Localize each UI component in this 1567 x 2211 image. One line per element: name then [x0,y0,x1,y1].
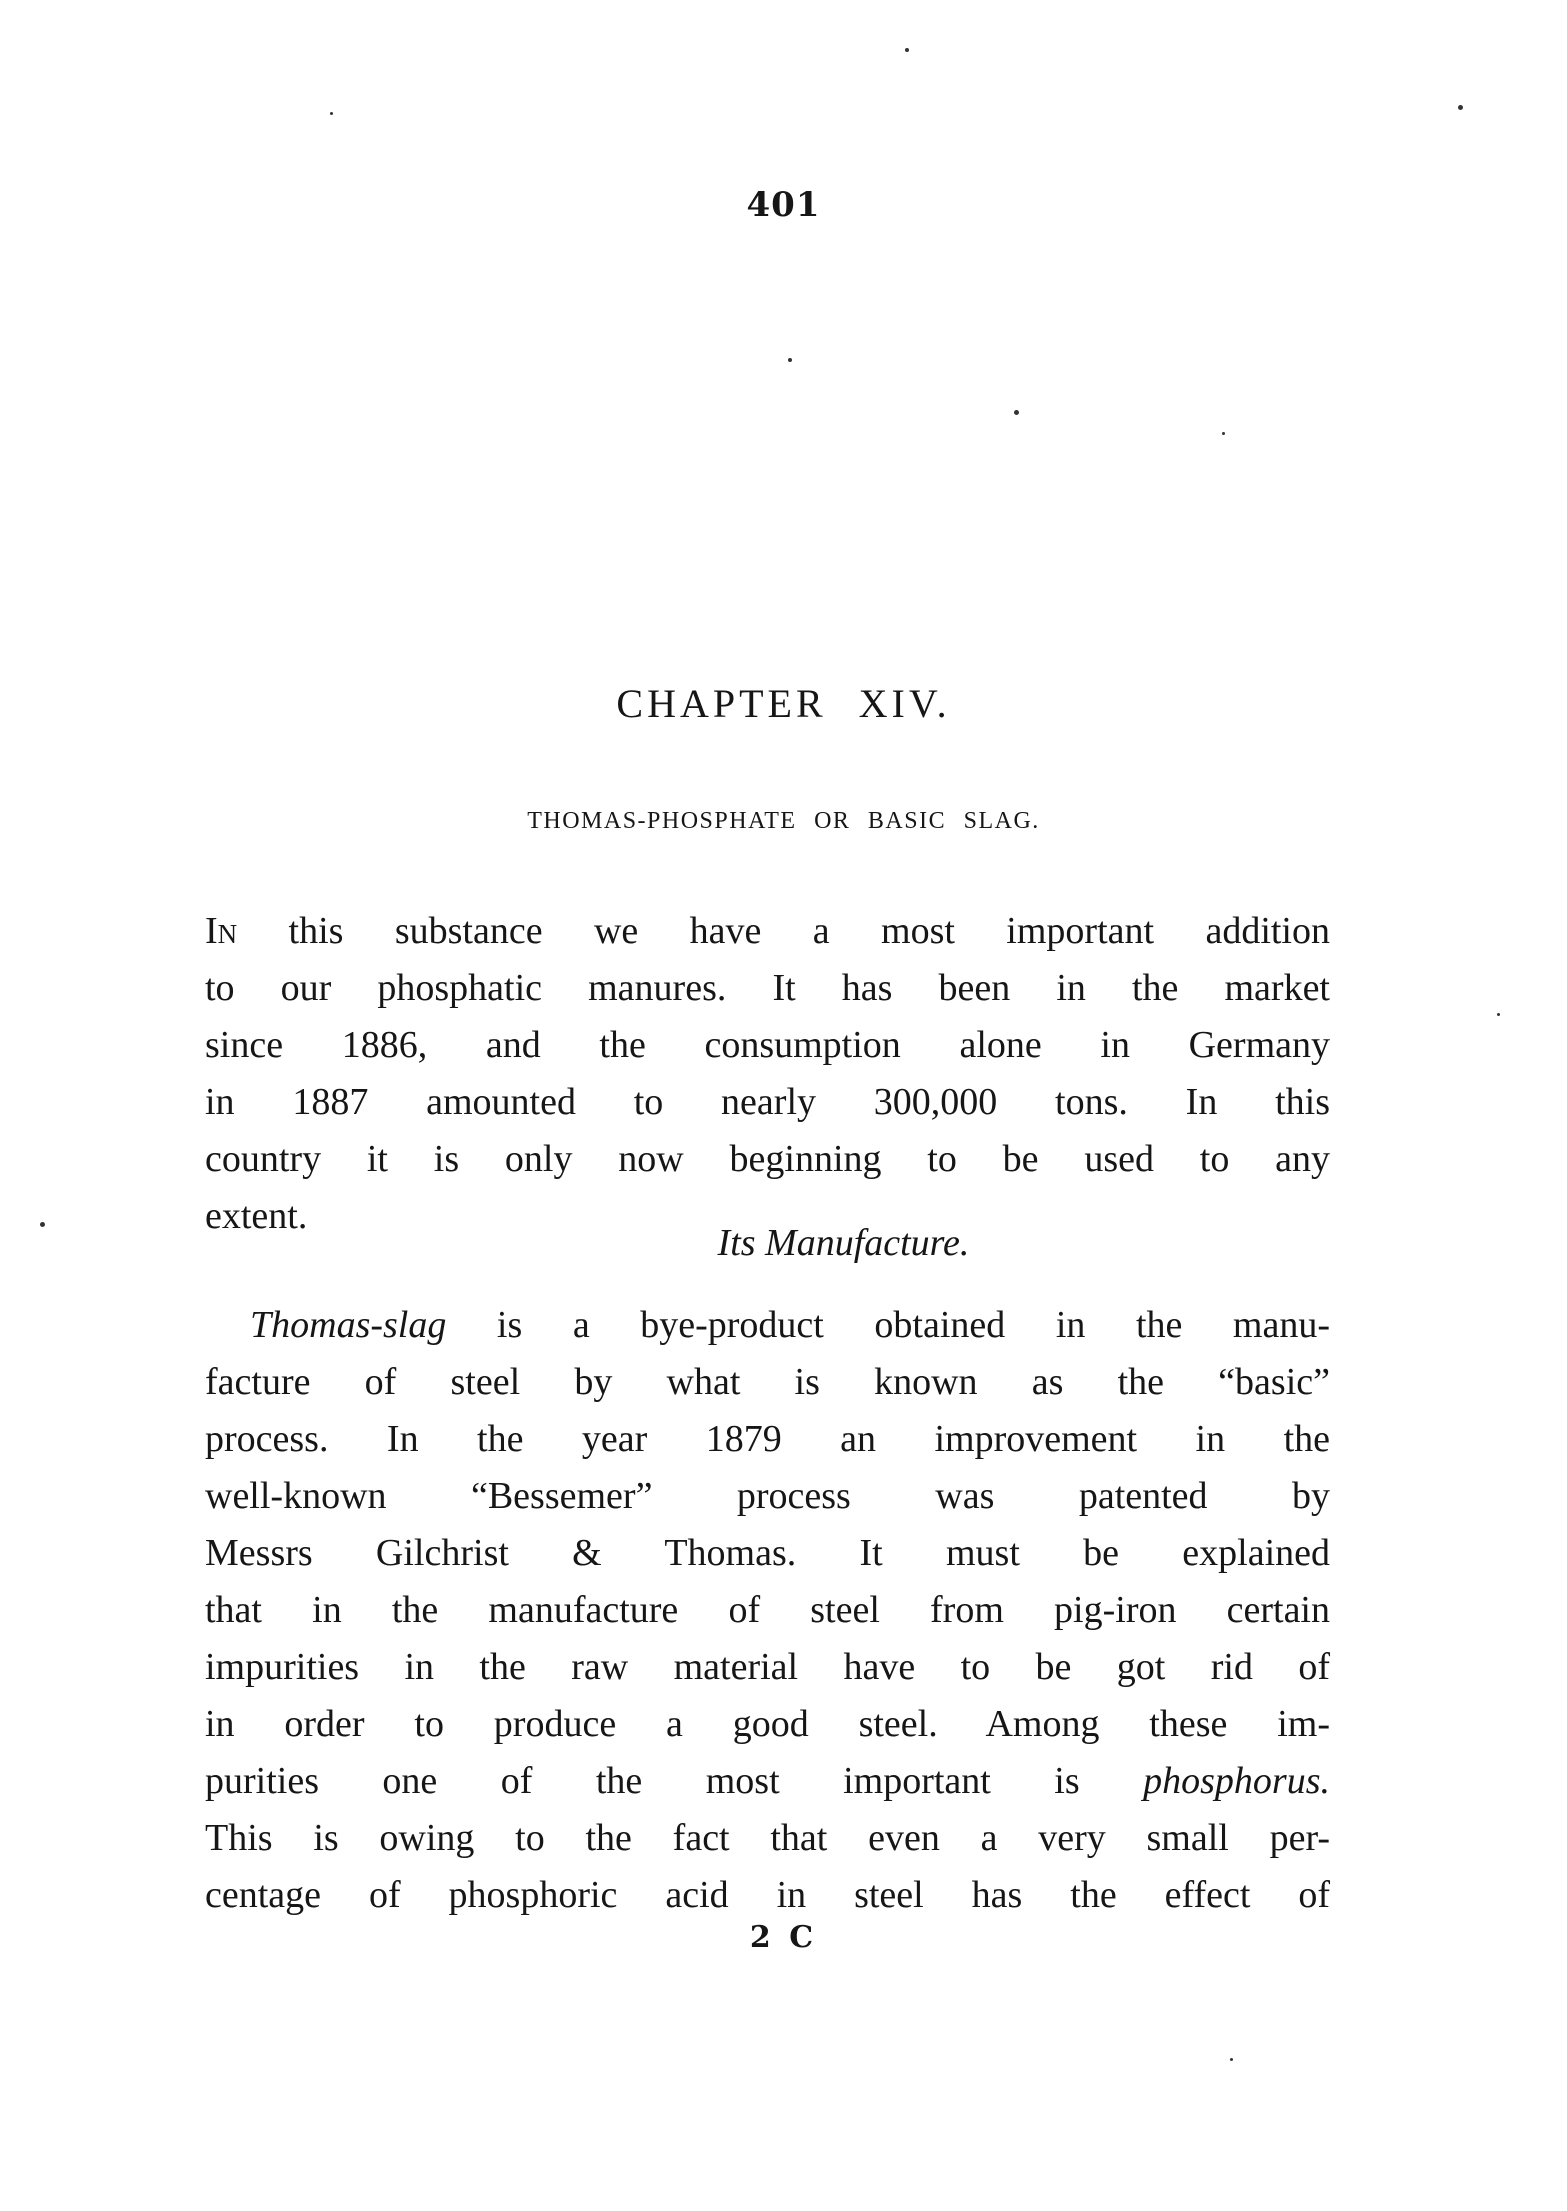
text-line: process. In the year 1879 an improvement in the [205,1418,1330,1460]
text-line: Messrs Gilchrist & Thomas. It must be explained [205,1532,1330,1574]
scan-speck [788,358,792,362]
text-line: extent. [205,1195,308,1237]
lead-term: Thomas-slag [250,1304,447,1346]
emphasis-term: phosphorus. [1143,1760,1330,1802]
chapter-title: CHAPTER XIV. [616,681,951,726]
text-line: purities one of the most important is phosphorus. [205,1760,1330,1802]
section-heading: Its Manufacture. [717,1222,970,1264]
scan-speck [330,112,333,115]
text-line: centage of phosphoric acid in steel has the effect of [205,1874,1330,1916]
text-line: since 1886, and the consumption alone in Germany [205,1024,1330,1066]
text-line: impurities in the raw material have to be got rid of [205,1646,1330,1688]
page-number: 401 [746,185,821,225]
text-line: in order to produce a good steel. Among these im- [205,1703,1330,1745]
chapter-subtitle: THOMAS-PHOSPHATE OR BASIC SLAG. [527,808,1040,834]
lead-word: In [205,910,238,952]
text-line: This is owing to the fact that even a very small per- [205,1817,1330,1859]
signature-mark: 2 C [749,1920,818,1955]
paragraph-manufacture [205,1297,1330,1924]
paragraph-intro [205,903,1330,1245]
text-line: facture of steel by what is known as the “basic” [205,1361,1330,1403]
scan-speck [40,1222,45,1227]
scan-speck [1497,1013,1500,1016]
scan-speck [905,48,909,52]
scan-speck [1014,410,1019,415]
text-line: well-known “Bessemer” process was patented by [205,1475,1330,1517]
scan-speck [1230,2058,1233,2061]
text-line: that in the manufacture of steel from pig-iron certain [205,1589,1330,1631]
text-line: Thomas-slag is a bye-product obtained in the manu- [250,1304,1330,1346]
scan-speck [1222,432,1225,435]
scan-speck [1458,105,1463,110]
text-line: to our phosphatic manures. It has been in the market [205,967,1330,1009]
text-line: in 1887 amounted to nearly 300,000 tons. In this [205,1081,1330,1123]
text-line: In this substance we have a most important addition [205,910,1330,952]
text-line: country it is only now beginning to be used to any [205,1138,1330,1180]
